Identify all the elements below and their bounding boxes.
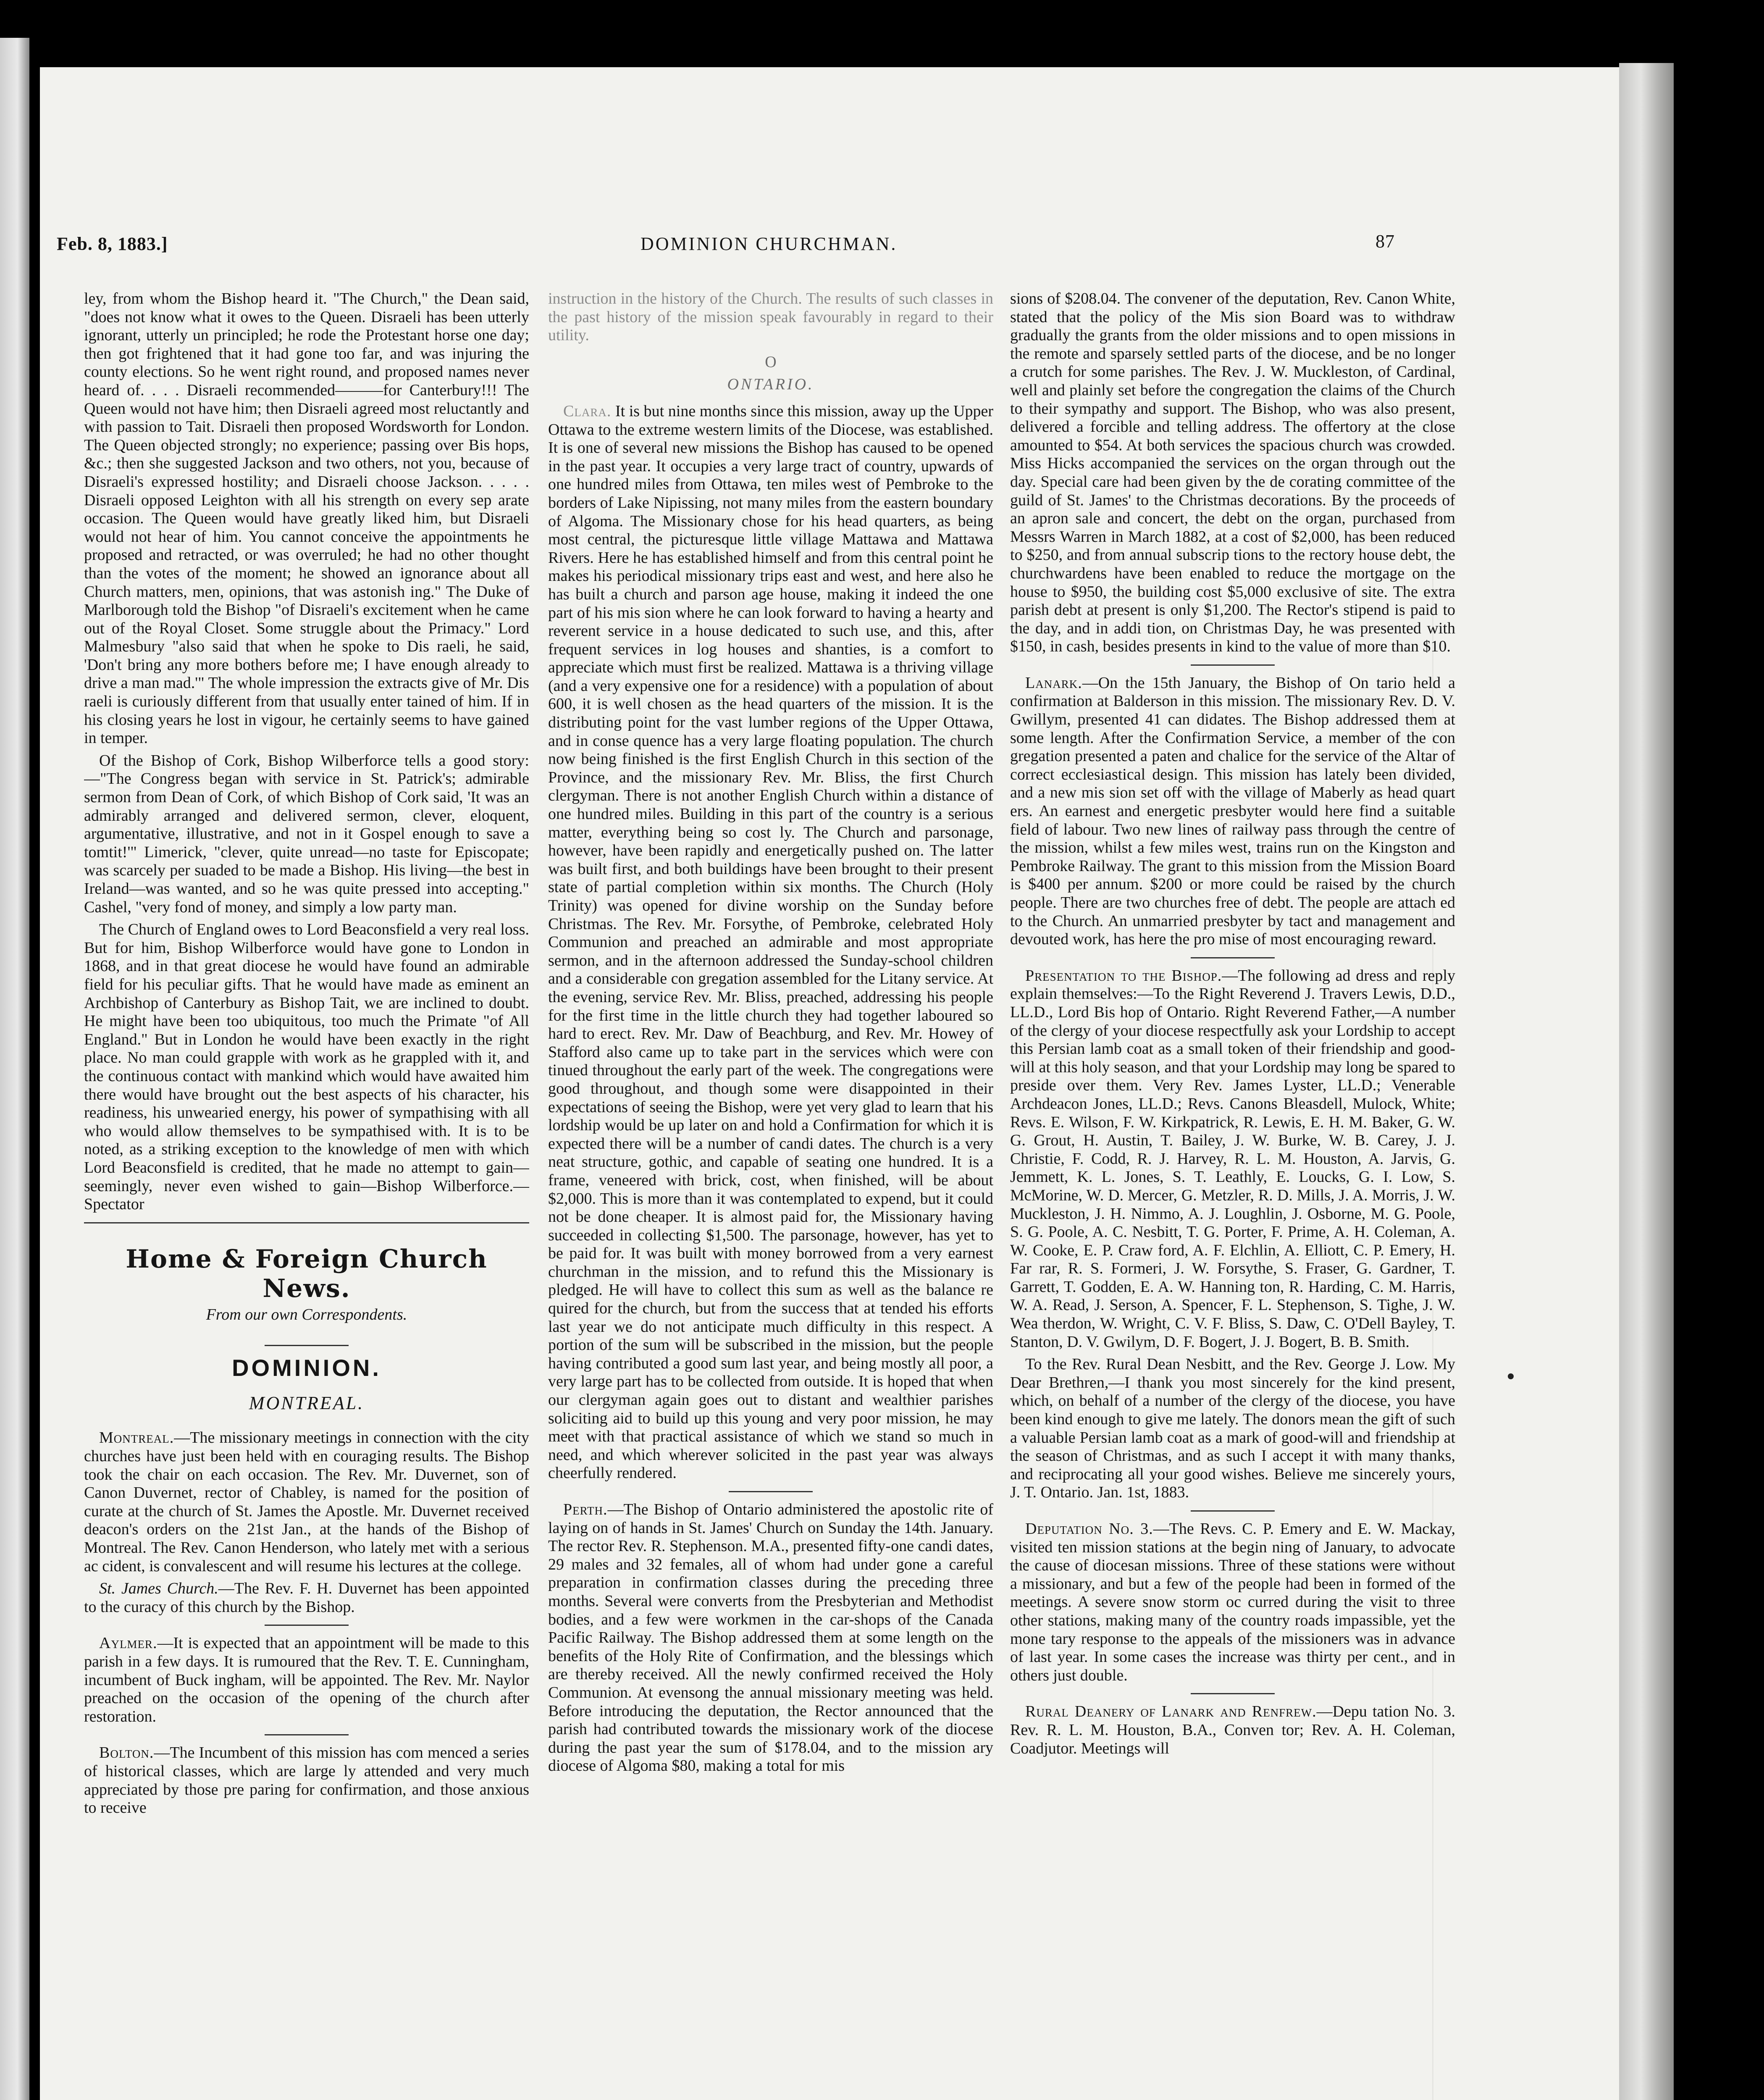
- paragraph: Of the Bishop of Cork, Bishop Wilberforce tells a good story:—"The Congress began with service in St. Patrick's; admirable sermon from Dean of Cork, of which Bishop of Cork said, 'It was an admirably arranged and delivered sermon, clever, eloquent, argumentative, illustrative, and not in it Gospel enough to save a tomtit!'" Limerick, "clever, quite unread—no taste for Episcopate; was scarcely per suaded to be made a Bishop. His living—the best in Ireland—was wanted, and so he was quite pressed into accepting." Cashel, "very fond of money, and simply a low party man.: [84, 751, 529, 916]
- column-1: [84, 290, 529, 2100]
- publication-title: DOMINION CHURCHMAN.: [640, 234, 898, 254]
- item-head: St. James Church.: [99, 1580, 218, 1598]
- column-3: [1010, 290, 1455, 2100]
- page-number: 87: [1376, 231, 1395, 252]
- column-2: [548, 290, 993, 2100]
- divider: [1191, 664, 1275, 666]
- item-text: —On the 15th January, the Bishop of On tario held a confirmation at Balderson in this mission. The missionary Rev. D. V. Gwillym, presented 41 can didates. The Bishop addressed them at some length. After the Confirmation Service, a member of the con gregation presented a paten and chalice for the service of the Altar of correct ecclesiastical design. This mission has lately been divided, and a new mis sion set off with the village of Maberly as head quart ers. An earnest and energetic presbyter would here find a suitable field of labour. Two new lines of railway pass through the centre of the mission, whilst a few miles west, trains run on the Kingston and Pembroke Railway. The grant to this mission from the Mission Board is $400 per annum. $200 or more could be raised by the church people. There are two churches free of debt. The people are attach ed to the Church. An unmarried presbyter by tact and management and devouted work, has here the pro mise of most encouraging reward.: [1010, 674, 1455, 948]
- section-heading: Home & Foreign Church News.: [126, 1244, 488, 1303]
- divider: [1191, 957, 1275, 958]
- diocese-heading: ONTARIO.: [727, 375, 814, 394]
- news-item: [548, 402, 993, 1483]
- news-item: [84, 1744, 529, 1817]
- item-text: It is but nine months since this mission, away up the Upper Ottawa to the extreme western limits of the Diocese, was established. It is one of several new missions the Bishop has caused to be opened in the past year. It occupies a very large tract of country, upwards of one hundred miles from Ottawa, ten miles west of Pembroke to the borders of Lake Nipissing, not many miles from the eastern boundary of Algoma. The Missionary chose for his head quarters, as being most central, the picturesque little village Mattawa and Mattawa Rivers. Here he has established himself and from this central point he makes his periodical missionary trips east and west, and here also he has built a church and parson age house, making it indeed the one part of his mis sion where he can look forward to having a hearty and reverent service in a house dedicated to such use, and this, after frequent services in log houses and shanties, is a comfort to appreciate which must first be realized. Mattawa is a thriving village (and a very expensive one for a residence) with a population of about 600, it is well chosen as the head quarters of the mission. It is the distributing point for the vast lumber regions of the Upper Ottawa, and in conse quence has a very large floating population. The church now being finished is the first English Church in this section of the Province, and the missionary Rev. Mr. Bliss, the first Church clergyman. There is not another English Church within a distance of one hundred miles. Building in this part of the country is a serious matter, everything being so cost ly. The Church and parsonage, however, have been rapidly and energetically pushed on. The latter was built first, and both buildings have been brought to their present state of partial completion within six months. The Church (Holy Trinity) was opened for divine worship on the Sunday before Christmas. The Rev. Mr. Forsythe, of Pembroke, celebrated Holy Communion and preached an admirable and most appropriate sermon, and in the afternoon addressed the Sunday-school children and a considerable con gregation assembled for the Litany service. At the evening, service Rev. Mr. Bliss, preached, addressing his people for the first time in the little church they had together laboured so hard to erect. Rev. Mr. Daw of Beachburg, and Rev. Mr. Howey of Stafford also came up to take part in the services which were con tinued throughout the early part of the week. The congregations were good throughout, and though some were disappointed in their expectations of seeing the Bishop, were yet very glad to learn that his lordship would be up later on and hold a Confirmation for which it is expected there will be a number of candi dates. The church is a very neat structure, gothic, and capable of seating one hundred. It is a frame, veneered with brick, cost, when finished, will be about $2,000. This is more than it was contemplated to expend, but it could not be done cheaper. It is almost paid for, the Missionary having succeeded in collecting $1,500. The parsonage, however, has yet to be paid for. It was built with money borrowed from a very earnest churchman in the mission, and to refund this the Missionary is pledged. He will have to collect this sum as well as the balance re quired for the church, but from the success that at tended his efforts last year we do not anticipate much difficulty in this respect. A portion of the sum will be subscribed in the mission, but the people having contributed a good sum last year, and being mostly all poor, a very large part has to be collected from outside. It is hoped that when our clergyman again goes out to distant and wealthier parishes soliciting aid to build up this young and very poor mission, he may meet with that practical assistance of which we stand so much in need, and which wherever solicited in the past year was always cheerfully rendered.: [548, 402, 993, 1482]
- running-header: [57, 233, 1443, 258]
- item-text: —The Incumbent of this mission has com menced a series of historical classes, which are large ly attended and very much appreciated by those pre paring for confirmation, and those anxious to receive: [84, 1744, 529, 1817]
- item-head: Bolton.: [99, 1744, 154, 1762]
- item-head: Aylmer.: [99, 1634, 158, 1652]
- divider: [729, 1491, 813, 1492]
- divider: [1191, 1510, 1275, 1512]
- news-item: [84, 1580, 529, 1616]
- item-head: Montreal.: [99, 1429, 174, 1447]
- paragraph: sions of $208.04. The convener of the deputation, Rev. Canon White, stated that the policy of the Mis sion Board was to withdraw gradually the grants from the older missions and to open missions in the remote and sparsely settled parts of the diocese, and be no longer a crutch for some parishes. The Rev. J. W. Muckleston, of Cardinal, well and plainly set before the congregation the claims of the Church to their sympathy and support. The Bishop, who was also present, delivered a forcible and telling address. The offertory at the close amounted to $54. At both services the spacious church was crowded. Miss Hicks accompanied the services on the organ through out the day. Special care had been given by the de corating committee of the guild of St. James' to the Christmas decorations. By the proceeds of an apron sale and concert, the debt on the organ, purchased from Messrs Warren in March 1882, at a cost of $2,000, has been reduced to $250, and from annual subscrip tions to the rectory house debt, the churchwardens have been enabled to reduce the mortgage on the house to $950, the building cost $5,000 exclusive of site. The extra parish debt at present is only $1,200. The Rector's stipend is paid to the day, and in addi tion, on Christmas Day, he was presented with $150, in cash, besides presents in kind to the value of more than $10.: [1010, 290, 1455, 656]
- paragraph: The Church of England owes to Lord Beaconsfield a very real loss. But for him, Bishop Wilberforce would have gone to London in 1868, and in that great diocese he would have found an admirable field for his peculiar gifts. That he would have made as eminent an Archbishop of Canterbury as Bishop Tait, we are inclined to doubt. He might have been too ubiquitous, too much the Primate "of All England." But in London he would have been exactly in the right place. No man could grapple with work as he grappled with it, and the continuous contact with mankind which would have awaited him there would have brought out the best aspects of his character, his readiness, his unwearied energy, his power of sympathising with all who would allow themselves to be sympathised with. It is to be noted, as a striking exception to the knowledge of men with which Lord Beaconsfield is credited, that he made no attempt to gain—seemingly, never even wished to gain—Bishop Wilberforce.—Spectator: [84, 921, 529, 1213]
- item-head: Rural Deanery of Lanark and Renfrew.: [1025, 1703, 1317, 1721]
- item-text: —The following ad dress and reply explain themselves:—To the Right Reverend J. Travers Lewis, D.D., LL.D., Lord Bis hop of Ontario. Right Reverend Father,—A number of the clergy of your diocese respectfully ask your Lordship to accept this Persian lamb coat as a small token of their friendship and good-will at this holy season, and that your Lordship may long be spared to preside over them. Very Rev. James Lyster, LL.D.; Venerable Archdeacon Jones, LL.D.; Revs. Canons Bleasdell, Mulock, White; Revs. E. Wilson, F. W. Kirkpatrick, R. Lewis, E. H. M. Baker, G. W. G. Grout, H. Austin, T. Bailey, J. W. Burke, W. B. Carey, J. J. Christie, F. Codd, R. J. Harvey, R. L. M. Houston, A. Jarvis, G. Jemmett, K. L. Jones, S. T. Leathly, E. Loucks, G. I. Low, S. McMorine, W. D. Mercer, G. Metzler, R. D. Mills, J. A. Morris, J. W. Muckleston, J. H. Nimmo, A. J. Loughlin, J. Osborne, M. G. Poole, S. G. Poole, A. C. Nesbitt, T. G. Porter, F. Prime, A. H. Coleman, A. W. Cooke, E. P. Craw ford, A. F. Elchlin, A. Elliott, C. P. Emery, H. Far rar, R. S. Formeri, J. W. Forsythe, S. Fraser, G. Gardner, T. Garrett, T. Godden, E. A. W. Hanning ton, R. Harding, C. M. Harris, W. A. Read, J. Serson, A. Spencer, F. L. Stephenson, S. Tighe, J. W. Wea therdon, W. Wright, C. V. F. Bliss, S. Daw, C. O'Dell Bayley, T. Stanton, D. V. Gwilym, D. F. Bogert, J. J. Bogert, B. B. Smith.: [1010, 966, 1455, 1351]
- adjacent-page-edge: [0, 38, 29, 2100]
- ornament: O: [765, 353, 777, 371]
- diocese-heading: MONTREAL.: [249, 1392, 365, 1413]
- paragraph: ley, from whom the Bishop heard it. "The Church," the Dean said, "does not know what it owes to the Queen. Disraeli has been utterly ignorant, utterly un principled; he rode the Protestant horse one day; then got frightened that it had gone too far, and was injuring the county elections. So he went right round, and proposed names never heard of. . . . Disraeli recommended———for Canterbury!!! The Queen would not have him; then Disraeli agreed most reluctantly and with passion to Tait. Disraeli then proposed Wordsworth for London. The Queen objected strongly; no experience; passing over Bis hops, &c.; then she suggested Jackson and two others, not you, because of Disraeli's expressed hostility; and Disraeli choose Jackson. . . . . Disraeli opposed Leighton with all his strength on every sep arate occasion. The Queen would have greatly liked him, but Disraeli would not hear of him. You cannot conceive the appointments he proposed and retracted, or was overruled; he had no other thought than the votes of the moment; he showed an ignorance about all Church matters, men, opinions, that was astonish ing." The Duke of Marlborough told the Bishop "of Disraeli's excitement when he came out of the Royal Closet. Some struggle about the Primacy." Lord Malmesbury "also said that when he spoke to Dis raeli, he said, 'Don't bring any more bothers before me; I have enough already to drive a man mad.'" The whole impression the extracts give of Mr. Dis raeli is curiously different from that usually enter tained of him. If in his closing years he lost in vigour, he certainly seems to have gained in temper.: [84, 290, 529, 747]
- item-head: Lanark.: [1025, 674, 1082, 692]
- region-heading: DOMINION.: [232, 1354, 381, 1381]
- item-text: —The Rev. F. H. Duvernet has been appointed to the curacy of this church by the Bishop.: [84, 1580, 529, 1616]
- ink-spot: [1508, 1373, 1514, 1379]
- item-head: Deputation No. 3.: [1025, 1520, 1153, 1538]
- item-text: —The missionary meetings in connection with the city churches have just been held with en couraging results. The Bishop took the chair on each occasion. The Rev. Mr. Duvernet, son of Canon Duvernet, rector of Chabley, is named for the position of curate at the church of St. James the Apostle. Mr. Duvernet received deacon's orders on the 21st Jan., at the hands of the Bishop of Montreal. The Rev. Canon Henderson, who lately met with a serious ac cident, is convalescent and will resume his lectures at the college.: [84, 1429, 529, 1575]
- page-stack-edge: [1619, 63, 1674, 2100]
- news-item: [84, 1634, 529, 1726]
- item-head: Clara.: [563, 402, 612, 420]
- item-head: Perth.: [563, 1501, 608, 1518]
- news-item: [548, 1501, 993, 1775]
- item-text: —Depu tation No. 3. Rev. R. L. M. Houston, B.A., Conven tor; Rev. A. H. Coleman, Coadjutor. Meetings will: [1010, 1703, 1455, 1757]
- divider: [265, 1734, 349, 1735]
- section-rule: [84, 1222, 529, 1223]
- divider: [265, 1625, 349, 1626]
- item-text: —The Bishop of Ontario administered the apostolic rite of laying on of hands in St. James' Church on Sunday the 14th. January. The rector Rev. R. Stephenson. M.A., presented fifty-one candi dates, 29 males and 32 females, all of whom had under gone a careful preparation in confirmation classes during the preceding three months. Several were converts from the Presbyterian and Methodist bodies, and a few were workmen in the car-shops of the Canada Pacific Railway. The Bishop addressed them at some length on the benefits of the Holy Rite of Confirmation, and the blessings which are thereby received. All the newly confirmed received the Holy Communion. At evensong the annual missionary meeting was held. Before introducing the deputation, the Rector announced that the parish had contributed towards the missionary work of the diocese during the past year the sum of $178.04, and to the mission ary diocese of Algoma $80, making a total for mis: [548, 1501, 993, 1775]
- news-item: [1010, 674, 1455, 949]
- news-item: [1010, 967, 1455, 1351]
- item-text: —The Revs. C. P. Emery and E. W. Mackay, visited ten mission stations at the begin ning of January, to advocate the cause of diocesan missions. Three of these stations were without a missionary, and but a few of the people had been in formed of the meetings. A severe snow storm oc curred during the visit to three other stations, making many of the country roads impassible, yet the mone tary response to the appeals of the missioners was in advance of last year. In some cases the increase was thirty per cent., and in others just double.: [1010, 1520, 1455, 1684]
- item-text: —It is expected that an appointment will be made to this parish in a few days. It is rumoured that the Rev. T. E. Cunningham, incumbent of Buck ingham, will be appointed. The Rev. Mr. Naylor preached on the occasion of the opening of the church after restoration.: [84, 1634, 529, 1725]
- divider: [1191, 1693, 1275, 1694]
- issue-date: Feb. 8, 1883.]: [57, 234, 168, 254]
- news-item: [1010, 1703, 1455, 1758]
- news-item: [1010, 1520, 1455, 1685]
- section-subheading: From our own Correspondents.: [206, 1305, 407, 1323]
- paragraph: instruction in the history of the Church. The results of such classes in the past history of the mission speak favourably in regard to their utility.: [548, 290, 993, 344]
- item-head: Presentation to the Bishop.: [1025, 966, 1222, 984]
- paragraph: To the Rev. Rural Dean Nesbitt, and the Rev. George J. Low. My Dear Brethren,—I thank you most sincerely for the kind present, which, on behalf of a number of the clergy of the diocese, you have been kind enough to give me lately. The donors mean the gift of such a valuable Persian lamb coat as a mark of good-will and friendship at the season of Christmas, and as such I accept it with many thanks, and reciprocating all your good wishes. Believe me sincerely yours, J. T. Ontario. Jan. 1st, 1883.: [1010, 1355, 1455, 1502]
- divider: [265, 1345, 349, 1346]
- news-item: [84, 1429, 529, 1575]
